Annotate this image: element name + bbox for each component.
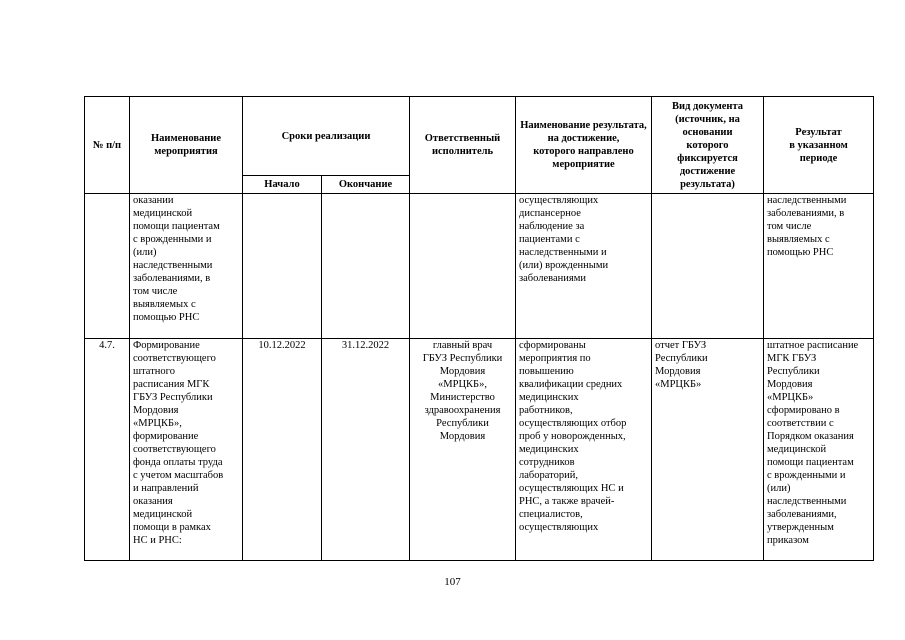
table-row [85, 339, 874, 561]
table-row [85, 194, 874, 339]
row-result: осуществляющих диспансерное наблюдение за пациентами с наследственными и (или) врожденными заболеваниями [516, 194, 652, 339]
row-end: 31.12.2022 [322, 339, 410, 561]
header-executor: Ответственный исполнитель [410, 97, 516, 194]
row-executor: главный врач ГБУЗ Республики Мордовия «МРЦКБ», Министерство здравоохранения Республики Мордовия [410, 339, 516, 561]
row-executor [410, 194, 516, 339]
row-start: 10.12.2022 [243, 339, 322, 561]
row-result: сформированы мероприятия по повышению квалификации средних медицинских работников, осуществляющих отбор проб у новорожденных, медицинских сотрудников лабораторий, осуществляющих НС и РНС, а также врачей- специалистов, осуществляющих [516, 339, 652, 561]
header-period: Сроки реализации [243, 97, 410, 176]
row-end [322, 194, 410, 339]
row-event: оказании медицинской помощи пациентам с врожденными и (или) наследственными заболеваниями, в том числе выявляемых с помощью РНС [130, 194, 243, 339]
header-result-name: Наименование результата, на достижение, которого направлено мероприятие [516, 97, 652, 194]
header-doc-type: Вид документа (источник, на основании которого фиксируется достижение результата) [652, 97, 764, 194]
row-doc [652, 194, 764, 339]
row-start [243, 194, 322, 339]
row-num: 4.7. [85, 339, 130, 561]
header-result-period: Результат в указанном периоде [764, 97, 874, 194]
header-num: № п/п [85, 97, 130, 194]
row-outcome: наследственными заболеваниями, в том числе выявляемых с помощью РНС [764, 194, 874, 339]
row-outcome: штатное расписание МГК ГБУЗ Республики Мордовия «МРЦКБ» сформировано в соответствии с Порядком оказания медицинской помощи пациентам с врожденными и (или) наследственными заболеваниями, утвержденным приказом [764, 339, 874, 561]
row-doc: отчет ГБУЗ Республики Мордовия «МРЦКБ» [652, 339, 764, 561]
plan-table [84, 96, 874, 561]
header-event-name: Наименование мероприятия [130, 97, 243, 194]
page-number: 107 [444, 576, 461, 588]
header-start: Начало [243, 176, 322, 194]
row-num [85, 194, 130, 339]
header-end: Окончание [322, 176, 410, 194]
row-event: Формирование соответствующего штатного расписания МГК ГБУЗ Республики Мордовия «МРЦКБ», формирование соответствующего фонда оплаты труда с учетом масштабов и направлений оказания медицинской помощи в рамках НС и РНС: [130, 339, 243, 561]
